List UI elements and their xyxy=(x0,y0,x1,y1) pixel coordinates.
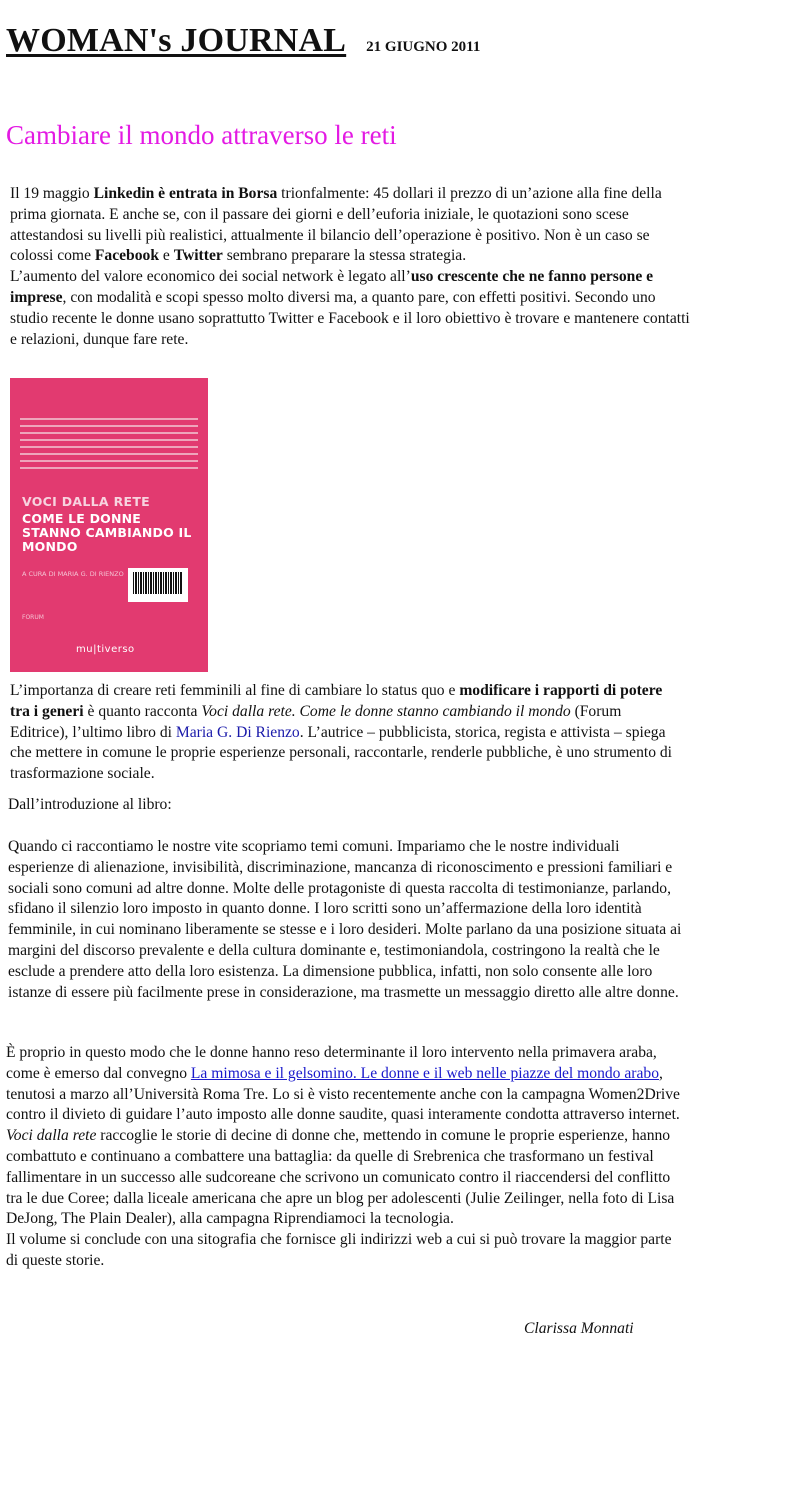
cover-title: VOCI DALLA RETE xyxy=(22,494,150,509)
cover-editor: A CURA DI MARIA G. DI RIENZO xyxy=(22,570,124,578)
cover-subtitle: COME LE DONNE STANNO CAMBIANDO IL MONDO xyxy=(22,511,192,554)
paragraph-intro: Il 19 maggio Linkedin è entrata in Borsa trionfalmente: 45 dollari il prezzo di un’azione alla fine della prima giornata. E anche se, con il passare dei giorni e dell’euforia iniziale, le quotazioni sono scese attestandosi su livelli più realistici, attualmente il bilancio dell’operazione è positivo. Non è un caso se colossi come Facebook e Twitter sembrano preparare la stessa strategia. L’aumento del valore economico dei social network è legato all’uso crescente che ne fanno persone e imprese, con modalità e scopi spesso molto diversi ma, a quanto pare, con effetti positivi. Secondo uno studio recente le donne usano soprattutto Twitter e Facebook e il loro obiettivo è trovare e mantenere contatti e relazioni, dunque fare rete. xyxy=(10,185,690,348)
cover-blurb-text xyxy=(20,418,198,474)
article-author: Clarissa Monnati xyxy=(524,1320,634,1337)
publication-title: WOMAN's JOURNAL xyxy=(6,22,347,59)
publication-date: 21 GIUGNO 2011 xyxy=(366,39,481,55)
cover-brand-logo: mu|tiverso xyxy=(76,644,135,655)
book-cover-image xyxy=(10,378,208,672)
barcode xyxy=(128,568,188,602)
paragraph-book: L’importanza di creare reti femminili al fine di cambiare lo status quo e modificare i rapporti di potere tra i generi è quanto racconta Voci dalla rete. Come le donne stanno cambiando il mondo (Forum Editrice), l’ultimo libro di Maria G. Di Rienzo. L’autrice – pubblicista, storica, regista e attivista – spiega che mettere in comune le proprie esperienze personali, raccontarle, renderle pubbliche, è uno strumento di trasformazione sociale. xyxy=(10,682,673,783)
article-headline: Cambiare il mondo attraverso le reti xyxy=(6,120,397,150)
cover-publisher: FORUM xyxy=(22,614,44,621)
author-name: Maria G. Di Rienzo xyxy=(175,723,300,741)
intro-label: Dall’introduzione al libro: xyxy=(8,796,172,813)
book-excerpt: Quando ci raccontiamo le nostre vite scopriamo temi comuni. Impariamo che le nostre individuali esperienze di alienazione, invisibilità, discriminazione, mancanza di riconoscimento e pressioni familiari e sociali sono comuni ad altre donne. Molte delle protagoniste di questa raccolta di testimonianze, parlando, sfidano il silenzio loro imposto in quanto donne. I loro scritti sono un’affermazione della loro identità femminile, in cui nominano liberamente se stesse e i loro desideri. Molte parlano da una posizione situata ai margini del discorso prevalente e della cultura dominante e, testimoniandola, costringono la realtà che le esclude a prendere atto della loro esistenza. La dimensione pubblica, infatti, non solo consente alle loro istanze di essere più facilmente prese in considerazione, ma trasmette un messaggio diretto alle altre donne. xyxy=(8,838,682,1001)
masthead xyxy=(6,22,480,60)
conference-link[interactable]: La mimosa e il gelsomino. Le donne e il web nelle piazze del mondo arabo xyxy=(190,1064,659,1082)
paragraph-arab-spring: È proprio in questo modo che le donne hanno reso determinante il loro intervento nella primavera araba, come è emerso dal convegno La mimosa e il gelsomino. Le donne e il web nelle piazze del mondo arabo, tenutosi a marzo all’Università Roma Tre. Lo si è visto recentemente anche con la campagna Women2Drive contro il divieto di guidare l’auto imposto alle donne saudite, quasi interamente condotta attraverso internet. Voci dalla rete raccoglie le storie di decine di donne che, mettendo in comune le proprie esperienze, hanno combattuto e continuano a combattere una battaglia: da quelle di Srebrenica che trasformano un festival fallimentare in un successo alle sudcoreane che scrivono un comunicato contro il riaccendersi del conflitto tra le due Coree; dalla liceale americana che apre un blog per adolescenti (Julie Zeilinger, nella foto di Lisa DeJong, The Plain Dealer), alla campagna Riprendiamoci la tecnologia. Il volume si conclude con una sitografia che fornisce gli indirizzi web a cui si può trovare la maggior parte di queste storie. xyxy=(6,1044,680,1269)
